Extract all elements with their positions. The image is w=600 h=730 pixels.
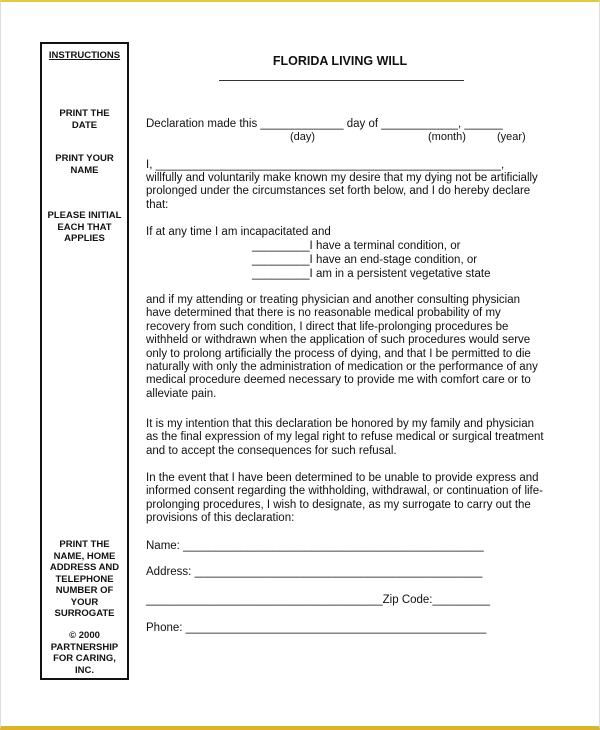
incapacitated-text: If at any time I am incapacitated and: [146, 226, 331, 238]
surrogate-paragraph: In the event that I have been determined to be unable to provide express and informed consent regarding the withholding, withdrawal, or continuation of life-prolonging procedures, I wish to designate, as my surrogate to carry out the provisions of this declaration:: [146, 472, 543, 525]
declaration-date-line[interactable]: Declaration made this _____________ day of ____________, ______: [146, 118, 503, 130]
condition-terminal[interactable]: _________I have a terminal condition, or: [252, 240, 461, 252]
instructions-heading: INSTRUCTIONS: [48, 50, 121, 61]
document-title: FLORIDA LIVING WILL: [272, 54, 408, 68]
surrogate-address-field[interactable]: Address: _____________________________________________: [146, 566, 483, 578]
intro-paragraph: willfully and voluntarily make known my desire that my dying not be artificially prolonged under the circumstances set forth below, and I do hereby declare that:: [146, 172, 538, 211]
month-label: (month): [428, 131, 466, 143]
copyright-notice: © 2000 PARTNERSHIP FOR CARING, INC.: [50, 630, 119, 676]
surrogate-address-line2[interactable]: _____________________________________Zip Code:_________: [146, 594, 491, 606]
condition-vegetative[interactable]: _________I am in a persistent vegetative state: [252, 268, 491, 280]
instructions-sidebar: [40, 42, 129, 680]
intention-paragraph: It is my intention that this declaration be honored by my family and physician as the final expression of my legal right to refuse medical or surgical treatment and to accept the consequences for such refusal.: [146, 418, 544, 457]
instruction-surrogate: PRINT THE NAME, HOME ADDRESS AND TELEPHONE NUMBER OF YOUR SURROGATE: [49, 539, 120, 619]
title-underline: [219, 80, 464, 81]
surrogate-name-field[interactable]: Name: _______________________________________________: [146, 540, 484, 552]
instruction-print-name: PRINT YOUR NAME: [55, 153, 114, 176]
day-label: (day): [290, 131, 316, 143]
instruction-initial: PLEASE INITIAL EACH THAT APPLIES: [47, 210, 122, 244]
year-label: (year): [497, 131, 526, 143]
surrogate-phone-field[interactable]: Phone: _______________________________________________: [146, 622, 487, 634]
declarant-name-line[interactable]: I, ______________________________________________________,: [146, 159, 505, 171]
condition-end-stage[interactable]: _________I have an end-stage condition, or: [252, 254, 478, 266]
instruction-print-date: PRINT THE DATE: [59, 108, 110, 131]
physician-paragraph: and if my attending or treating physician and another consulting physician have determined that there is no reasonable medical probability of my recovery from such condition, I direct that life-prolonging procedures be withheld or withdrawn when the application of such procedures would serve only to prolong artificially the process of dying, and that I be permitted to die naturally with only the administration of medication or the performance of any medical procedure deemed necessary to provide me with comfort care or to alleviate pain.: [146, 294, 538, 400]
